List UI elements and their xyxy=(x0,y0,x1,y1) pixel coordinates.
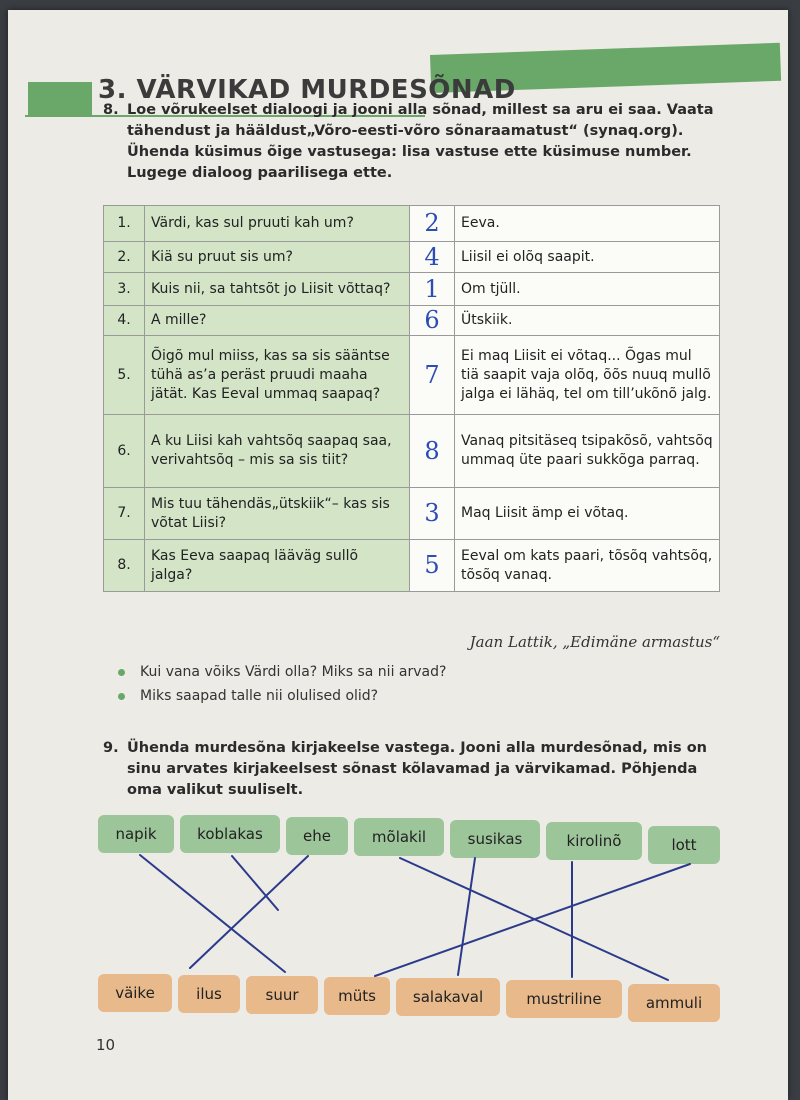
task-8-instructions xyxy=(105,100,720,184)
question-cell: Kas Eeva saapaq lääväg sullõ jalga? xyxy=(145,540,410,592)
source-citation: Jaan Lattik, „Edimäne armastus“ xyxy=(469,633,720,651)
standard-word-ammuli[interactable]: ammuli xyxy=(628,984,720,1022)
answer-cell: Maq Liisit ämp ei võtaq. xyxy=(455,488,720,540)
dialog-row xyxy=(104,306,720,336)
row-number: 8. xyxy=(104,540,145,592)
answer-cell: Vanaq pitsitäseq tsipakõsõ, vahtsõq ummaq üte paari sukkõga parraq. xyxy=(455,415,720,488)
row-number: 3. xyxy=(104,273,145,306)
page-number: 10 xyxy=(96,1036,116,1054)
task-9-text: Ühenda murdesõna kirjakeelse vastega. Jooni alla murdesõnad, mis on sinu arvates kirjakeelsest sõnast kõlavamad ja värvikamad. Põhjenda oma valikut suuliselt. xyxy=(127,740,707,798)
answer-cell: Eeva. xyxy=(455,206,720,242)
standard-word-suur[interactable]: suur xyxy=(246,976,318,1014)
handwritten-answer-number[interactable]: 3 xyxy=(410,488,455,540)
dialect-word-lott[interactable]: lott xyxy=(648,826,720,864)
question-cell: Mis tuu tähendäs„ütskiik“– kas sis võtat Liisi? xyxy=(145,488,410,540)
standard-word-mustriline[interactable]: mustriline xyxy=(506,980,622,1018)
row-number: 7. xyxy=(104,488,145,540)
answer-cell: Eeval om kats paari, tõsõq vahtsõq, tõsõq vanaq. xyxy=(455,540,720,592)
task-9-instructions xyxy=(105,738,720,801)
answer-cell: Liisil ei olõq saapit. xyxy=(455,242,720,273)
dialect-word-koblakas[interactable]: koblakas xyxy=(180,815,280,853)
dialog-row xyxy=(104,206,720,242)
dialog-row xyxy=(104,540,720,592)
dialect-word-ehe[interactable]: ehe xyxy=(286,817,348,855)
dialect-word-molakil[interactable]: mõlakil xyxy=(354,818,444,856)
dialect-word-kirolino[interactable]: kirolinõ xyxy=(546,822,642,860)
header-accent-left xyxy=(28,82,92,116)
discussion-questions xyxy=(118,660,446,708)
standard-word-muts[interactable]: müts xyxy=(324,977,390,1015)
standard-word-vaike[interactable]: väike xyxy=(98,974,172,1012)
question-cell: Kiä su pruut sis um? xyxy=(145,242,410,273)
dialog-table xyxy=(103,205,720,592)
question-cell: A ku Liisi kah vahtsõq saapaq saa, verivahtsõq – mis sa sis tiit? xyxy=(145,415,410,488)
task-8-text: Loe võrukeelset dialoogi ja jooni alla sõnad, millest sa aru ei saa. Vaata tähendust ja hääldust„Võro-eesti-võro sõnaraamatust“ (synaq.org). Ühenda küsimus õige vastusega: lisa vastuse ette küsimuse number. Lugege dialoog paarilisega ette. xyxy=(127,102,714,181)
standard-word-ilus[interactable]: ilus xyxy=(178,975,240,1013)
dialect-word-napik[interactable]: napik xyxy=(98,815,174,853)
dialog-row xyxy=(104,273,720,306)
handwritten-answer-number[interactable]: 2 xyxy=(410,206,455,242)
dialog-row xyxy=(104,242,720,273)
handwritten-answer-number[interactable]: 5 xyxy=(410,540,455,592)
standard-word-salakaval[interactable]: salakaval xyxy=(396,978,500,1016)
bullet-question: Kui vana võiks Värdi olla? Miks sa nii arvad? xyxy=(118,660,446,684)
handwritten-answer-number[interactable]: 4 xyxy=(410,242,455,273)
row-number: 4. xyxy=(104,306,145,336)
dialog-row xyxy=(104,488,720,540)
dialog-row xyxy=(104,415,720,488)
handwritten-answer-number[interactable]: 7 xyxy=(410,336,455,415)
section-title: 3. VÄRVIKAD MURDESÕNAD xyxy=(98,75,516,105)
question-cell: Värdi, kas sul pruuti kah um? xyxy=(145,206,410,242)
handwritten-answer-number[interactable]: 1 xyxy=(410,273,455,306)
task-9-number: 9. xyxy=(103,740,119,756)
row-number: 5. xyxy=(104,336,145,415)
answer-cell: Om tjüll. xyxy=(455,273,720,306)
answer-cell: Ütskiik. xyxy=(455,306,720,336)
question-cell: Õigõ mul miiss, kas sa sis sääntse tühä as’a peräst pruudi maaha jätät. Kas Eeval ummaq saapaq? xyxy=(145,336,410,415)
question-cell: Kuis nii, sa tahtsõt jo Liisit võttaq? xyxy=(145,273,410,306)
dialog-row xyxy=(104,336,720,415)
bullet-question: Miks saapad talle nii olulised olid? xyxy=(118,684,446,708)
task-8-number: 8. xyxy=(103,102,119,118)
handwritten-answer-number[interactable]: 6 xyxy=(410,306,455,336)
question-cell: A mille? xyxy=(145,306,410,336)
row-number: 2. xyxy=(104,242,145,273)
row-number: 6. xyxy=(104,415,145,488)
handwritten-answer-number[interactable]: 8 xyxy=(410,415,455,488)
row-number: 1. xyxy=(104,206,145,242)
answer-cell: Ei maq Liisit ei võtaq... Õgas mul tiä saapit vaja olõq, õõs nuuq mullõ jalga ei lähäq, tel om till’ukõnõ jalg. xyxy=(455,336,720,415)
dialect-word-susikas[interactable]: susikas xyxy=(450,820,540,858)
